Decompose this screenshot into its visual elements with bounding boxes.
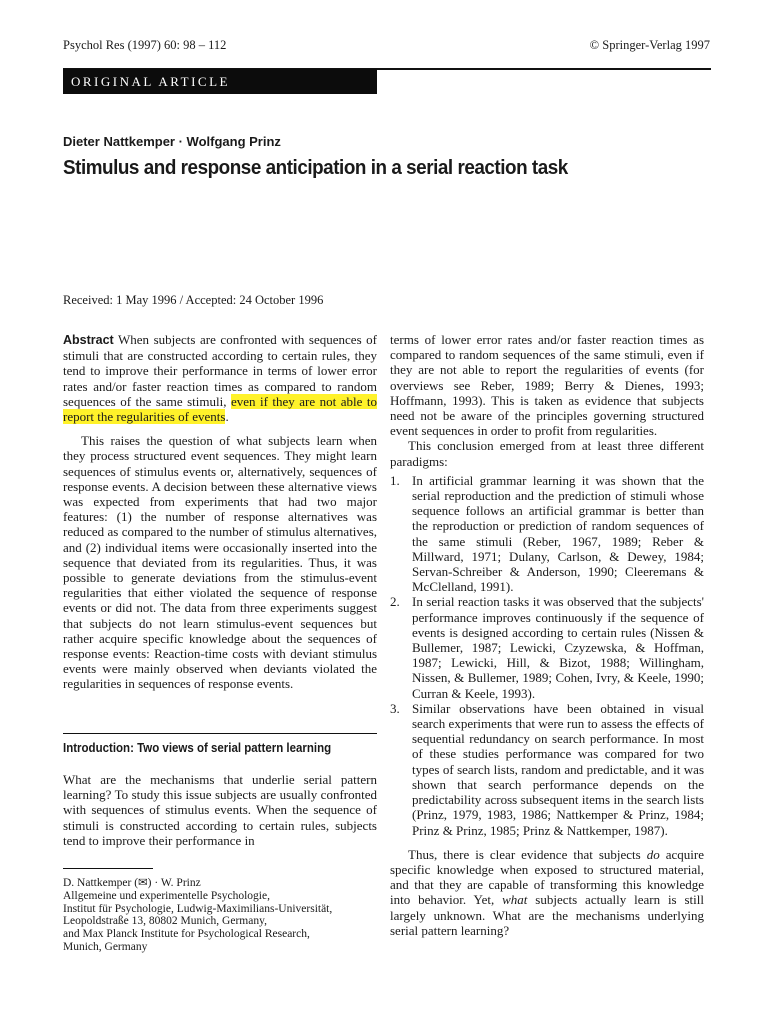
- footnote-rule: [63, 868, 153, 869]
- list-item-text: In artificial grammar learning it was shown that the serial reproduction and the prediction of stimuli whose sequence follows an artificial grammar is better than the reproduction or prediction of random sequences of the same stimuli (Reber, 1967, 1989; Reber & Millward, 1971; Dulany, Carlson, & Dewey, 1984; Servan-Schreiber & Anderson, 1990; Cleeremans & McClelland, 1991).: [412, 472, 704, 595]
- abstract-text: When subjects are confronted with sequences of stimuli that are constructed according to certain rules, they tend to improve their performance in terms of lower error rates and/or faster reaction times as compared to random sequences of the same stimuli,: [63, 332, 377, 409]
- received-dates: Received: 1 May 1996 / Accepted: 24 October 1996: [63, 293, 324, 307]
- body-paragraph: terms of lower error rates and/or faster reaction times as compared to random sequences of the same stimuli, even if they are not able to report the regularities of events (for overviews see Reber, 1989; Berry & Dienes, 1993; Hoffmann, 1993). This is taken as evidence that subjects need not be aware of the principles governing structured event sequences in order to profit from regularities.: [390, 332, 704, 439]
- list-item: [390, 594, 704, 700]
- list-number: 1.: [390, 472, 400, 488]
- article-title: Stimulus and response anticipation in a serial reaction task: [63, 156, 568, 179]
- list-number: 3.: [390, 700, 400, 716]
- abstract-paragraph-2: This raises the question of what subjects learn when they process structured event sequences. They might learn sequences of stimulus events or, alternatively, sequences of response events. A decision between these alternative views was expected from experiments that had two major features: (1) the number of response alternatives was reduced as compared to the number of stimulus alternatives, and (2) individual items were occasionally inserted into the sequence that deviated from its regularities. Thus, it was possible to generate deviations from the stimulus-event regularities that either violated the sequence of response events or did not. The data from three experiments suggest that subjects do not learn stimulus-event sequences but rather acquire specific knowledge about the sequences of response events: Reaction-time costs with deviant stimulus events were mainly observed when deviants violated the regularities in sequences of response events.: [63, 433, 377, 692]
- abstract-label: Abstract: [63, 333, 114, 347]
- footnote-line: D. Nattkemper (✉) · W. Prinz: [63, 877, 201, 889]
- abstract-text-end: .: [225, 409, 229, 425]
- article-authors: Dieter Nattkemper · Wolfgang Prinz: [63, 134, 281, 149]
- footnote-line: Munich, Germany: [63, 940, 148, 953]
- left-column: [63, 332, 377, 692]
- list-item: [390, 701, 704, 838]
- body-paragraph: This conclusion emerged from at least three different paradigms:: [390, 438, 704, 469]
- author-affiliation-footnote: [63, 877, 377, 954]
- list-number: 2.: [390, 594, 400, 610]
- body-paragraph: [390, 847, 704, 938]
- footnote-line: and Max Planck Institute for Psychological Research,: [63, 928, 310, 941]
- emphasis-text: do: [646, 846, 660, 862]
- footnote-line: Institut für Psychologie, Ludwig-Maximilians-Universität,: [63, 902, 333, 915]
- list-item-text: In serial reaction tasks it was observed that the subjects' performance improves continuously if the sequence of events is designed according to certain rules (Nissen & Bullemer, 1987; Lewicki, Czyzewska, & Hoffman, 1987; Lewicki, Hill, & Bizot, 1988; Willingham, Nissen, & Bullemer, 1989; Cohen, Ivry, & Keele, 1990; Curran & Keele, 1993).: [412, 594, 704, 701]
- paradigm-list: [390, 473, 704, 838]
- footnote-line: Leopoldstraße 13, 80802 Munich, Germany,: [63, 915, 267, 928]
- list-item: [390, 473, 704, 595]
- footnote-line: Allgemeine und experimentelle Psychologie,: [63, 889, 270, 902]
- section-rule: [63, 733, 377, 734]
- body-text: subjects actually learn is still largely unknown. What are the mechanisms underlying serial pattern learning?: [390, 892, 705, 938]
- journal-reference: Psychol Res (1997) 60: 98 – 112: [63, 38, 227, 52]
- highlighted-text: even if they are not able to report the regularities of events: [63, 393, 378, 425]
- body-text: acquire specific knowledge when exposed to structured material, and that they are capable of transforming this knowledge into behavior. Yet,: [390, 846, 704, 908]
- emphasis-text: what: [502, 892, 528, 908]
- right-column: [390, 332, 704, 938]
- introduction-paragraph: What are the mechanisms that underlie serial pattern learning? To study this issue subjects are usually confronted with sequences of stimulus events. When the sequence of stimuli is constructed according to certain rules, subjects tend to improve their performance in: [63, 772, 377, 848]
- article-type-banner: ORIGINAL ARTICLE: [63, 69, 377, 94]
- abstract-paragraph: [63, 332, 377, 424]
- body-text: Thus, there is clear evidence that subjects: [408, 846, 647, 862]
- section-heading: Introduction: Two views of serial pattern learning: [63, 741, 332, 755]
- list-item-text: Similar observations have been obtained in visual search experiments that were run to assess the effects of sequential redundancy on search performance. In most of these studies performance was compared for two types of search lists, random and predictable, and it was shown that search performance depends on the predictability across subsequent items in the search lists (Prinz, 1979, 1983, 1986; Nattkemper & Prinz, 1984; Prinz & Prinz, 1985; Prinz & Nattkemper, 1987).: [412, 700, 704, 838]
- publisher-copyright: © Springer-Verlag 1997: [589, 38, 710, 52]
